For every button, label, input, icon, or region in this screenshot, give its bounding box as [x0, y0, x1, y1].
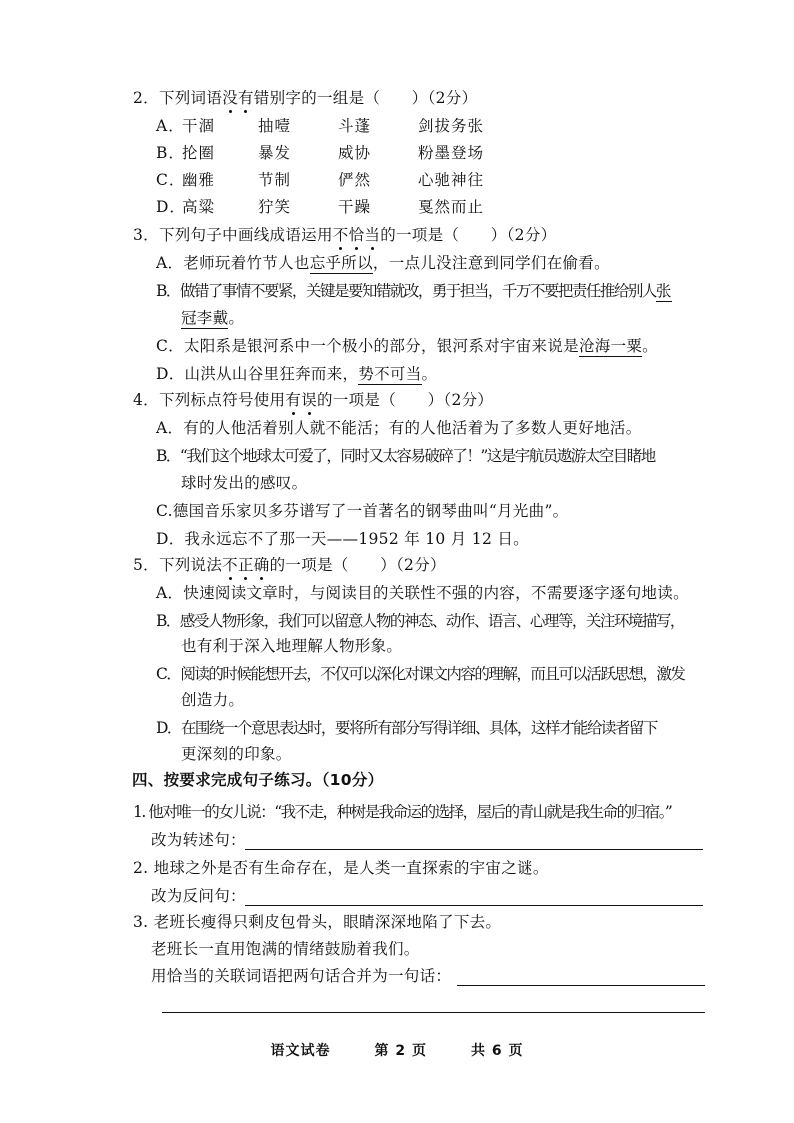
section-4-title: 四、按要求完成句子练习。（10分）: [132, 771, 384, 789]
q3-stem: 3．下列句子中画线成语运用不恰当的一项是（ ）（2分）: [133, 226, 557, 244]
s2-answer-line[interactable]: [245, 905, 703, 906]
emphasis-dot-char: 误: [301, 391, 317, 409]
s3-answer-line-2[interactable]: [162, 1012, 705, 1013]
underlined-idiom: 冠李戴: [181, 309, 229, 327]
q4-stem: 4．下列标点符号使用有误的一项是（ ）（2分）: [133, 391, 494, 409]
footer-page-number: 第 2 页: [374, 1043, 427, 1059]
option-label: C．: [156, 171, 186, 189]
footer-subject: 语文试卷: [270, 1043, 331, 1059]
emphasis-dot-char: 没: [222, 89, 238, 107]
s2-sentence: 2. 地球之外是否有生命存在，是人类一直探索的宇宙之谜。: [133, 859, 549, 877]
s1-prompt: 改为转述句：: [151, 831, 246, 849]
q3-option-b-line1: B．做错了事情不要紧，关键是要知错就改，勇于担当，千万不要把责任推给别人张: [156, 282, 672, 300]
emphasis-dot-char: 不: [332, 226, 349, 244]
q3-option-a: A．老师玩着竹节人也忘乎所以，一点儿没注意到同学们在偷看。: [156, 254, 610, 272]
s3-answer-line-1[interactable]: [457, 985, 705, 986]
underlined-idiom: 沧海一粟: [578, 337, 643, 355]
s1-sentence: 1. 他对唯一的女儿说：“我不走，种树是我命运的选择，屋后的青山就是我生命的归宿。”: [133, 803, 672, 821]
word: 干躁: [338, 198, 372, 216]
q5-option-d-line1: D．在围绕一个意思表达时，要将所有部分写得详细、具体，这样才能给读者留下: [156, 719, 657, 737]
page-footer: [0, 1040, 794, 1060]
q5-stem: 5．下列说法不正确的一项是（ ）（2分）: [133, 556, 446, 574]
q4-option-d: D．我永远忘不了那一天——1952 年 10 月 12 日。: [156, 530, 529, 548]
q4-option-a: A．有的人他活着别人就不能活；有的人他活着为了多数人更好地活。: [156, 419, 642, 437]
word: 抡圈: [182, 144, 216, 162]
q3-option-c: C．太阳系是银河系中一个极小的部分，银河系对宇宙来说是沧海一粟。: [156, 337, 658, 355]
emphasis-dot-char: 有: [237, 89, 254, 107]
q5-option-c-line1: C．阅读的时候能想开去，不仅可以深化对课文内容的理解，而且可以活跃思想，激发: [156, 665, 685, 683]
word: 剑拔务张: [418, 117, 485, 135]
q3-option-d: D．山洪从山谷里狂奔而来，势不可当。: [156, 365, 438, 383]
q2-stem: 2．下列词语没有错别字的一组是（ ）（2分）: [133, 89, 478, 107]
emphasis-dot-char: 不: [222, 556, 238, 574]
q5-option-d-line2: 更深刻的印象。: [181, 745, 292, 763]
word: 戛然而止: [418, 198, 485, 216]
word: 狞笑: [258, 198, 292, 216]
word: 俨然: [338, 171, 372, 189]
underlined-idiom: 势不可当: [358, 365, 422, 383]
q4-option-b-line1: B．“我们这个地球太可爱了，同时又太容易破碎了！”这是宇航员遨游太空目睹地: [156, 447, 655, 465]
q5-option-b-line1: B．感受人物形象，我们可以留意人物的神态、动作、语言、心理等，关注环境描写，: [156, 612, 684, 630]
word: 心驰神往: [418, 171, 485, 189]
s3-sentence-2: 老班长一直用饱满的情绪鼓励着我们。: [151, 940, 420, 958]
q4-option-b-line2: 球时发出的感叹。: [181, 474, 308, 492]
option-label: A．: [156, 117, 185, 135]
underlined-idiom: 忘乎所以: [309, 254, 373, 272]
word: 暴发: [258, 144, 292, 162]
emphasis-dot-char: 恰: [348, 226, 365, 244]
option-label: D．: [156, 198, 186, 216]
s2-prompt: 改为反问句：: [151, 887, 246, 905]
word: 节制: [258, 171, 292, 189]
word: 威协: [338, 144, 372, 162]
word: 幽雅: [182, 171, 216, 189]
q5-option-c-line2: 创造力。: [181, 691, 245, 709]
q5-option-a: A．快速阅读文章时，与阅读目的关联性不强的内容，不需要逐字逐句地读。: [156, 584, 689, 602]
word: 干涸: [182, 117, 216, 135]
q5-option-b-line2: 也有利于深入地理解人物形象。: [181, 637, 403, 655]
word: 斗蓬: [338, 117, 372, 135]
emphasis-dot-char: 正: [237, 556, 254, 574]
footer-total-pages: 共 6 页: [471, 1043, 524, 1059]
q3-option-b-line2: 冠李戴。: [181, 309, 245, 327]
s1-answer-line[interactable]: [245, 849, 703, 850]
underlined-idiom: 张: [655, 282, 672, 300]
emphasis-dot-char: 确: [253, 556, 270, 574]
word: 粉墨登场: [418, 144, 485, 162]
word: 抽噎: [258, 117, 292, 135]
emphasis-dot-char: 有: [285, 391, 302, 409]
word: 高粱: [182, 198, 216, 216]
s3-prompt: 用恰当的关联词语把两句话合并为一句话：: [151, 967, 452, 985]
option-label: B．: [156, 144, 185, 162]
q4-option-c: C.德国音乐家贝多芬谱写了一首著名的钢琴曲叫“月光曲”。: [156, 502, 569, 520]
s3-sentence-1: 3. 老班长瘦得只剩皮包骨头，眼睛深深地陷了下去。: [133, 913, 502, 931]
emphasis-dot-char: 当: [364, 226, 381, 244]
